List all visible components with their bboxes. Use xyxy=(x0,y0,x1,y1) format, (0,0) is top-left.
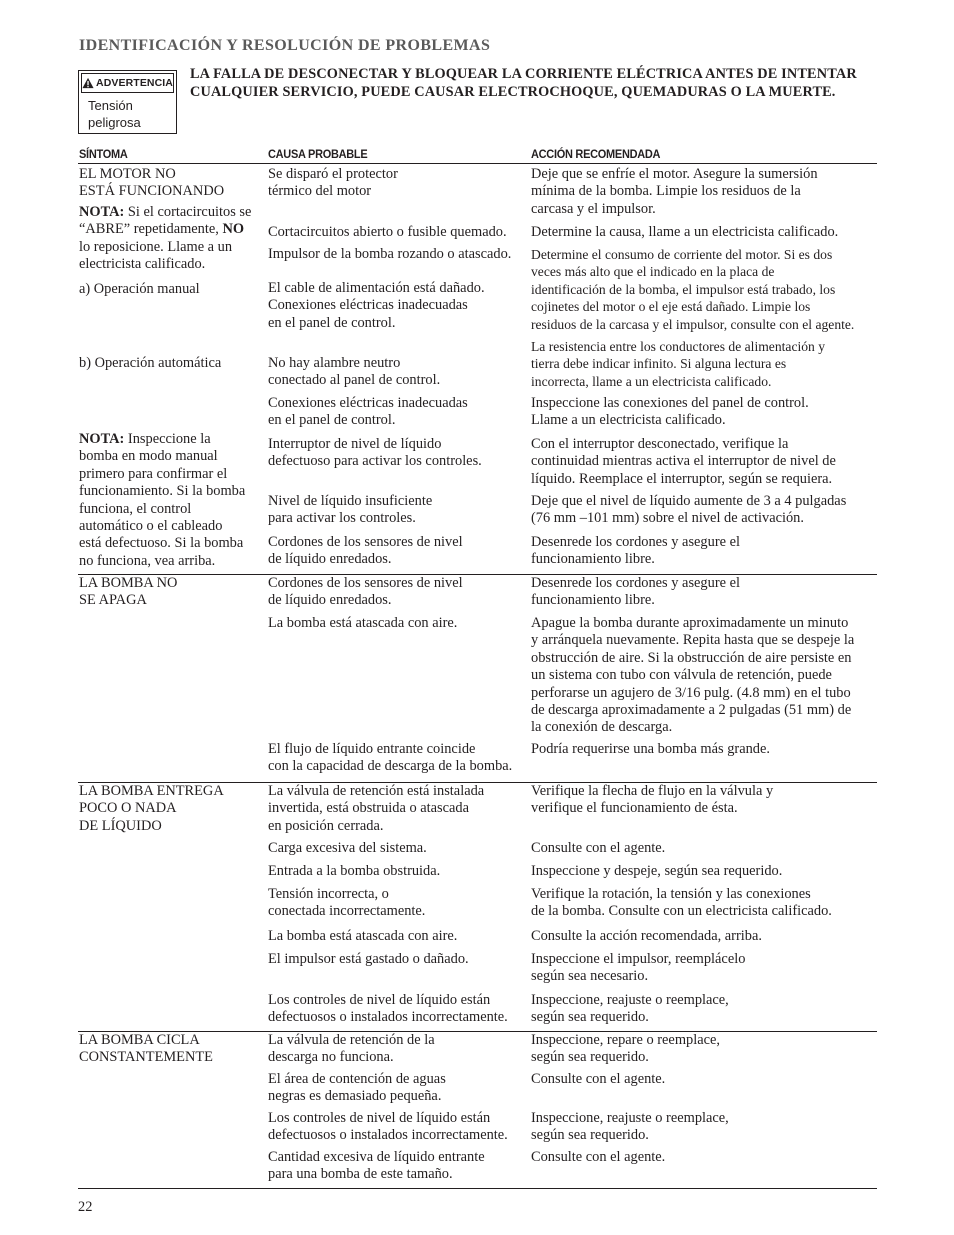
action-cell: Verifique la flecha de flujo en la válvula y verifique el funcionamiento de ésta. xyxy=(531,783,774,817)
cause-cell: La bomba está atascada con aire. xyxy=(268,615,458,631)
warning-triangle-icon xyxy=(82,77,94,89)
page-title: IDENTIFICACIÓN Y RESOLUCIÓN DE PROBLEMAS xyxy=(79,37,491,54)
warning-box xyxy=(78,70,177,134)
cause-cell: Se disparó el protector térmico del motor xyxy=(268,166,398,200)
action-cell: Deje que se enfríe el motor. Asegure la sumersión mínima de la bomba. Limpie los residuos de la carcasa y el impulsor. xyxy=(531,166,818,217)
cause-cell: Conexiones eléctricas inadecuadas en el panel de control. xyxy=(268,395,468,429)
action-cell: Verifique la rotación, la tensión y las conexiones de la bomba. Consulte con un electricista calificado. xyxy=(531,886,832,920)
symptom-motor-not-running: EL MOTOR NO ESTÁ FUNCIONANDO xyxy=(79,166,225,200)
action-cell: Determine el consumo de corriente del motor. Si es dos veces más alto que el indicado en la placa de identificación de la bomba, el impulsor está trabado, los cojinetes del motor o el eje está dañado. Limpie los residuos de la carcasa y el impulsor, consulte con el agente. xyxy=(531,247,855,332)
note-text: Inspeccione la xyxy=(124,431,211,447)
note-emphasis: NO xyxy=(222,221,245,238)
cause-cell: La válvula de retención de la descarga no funciona. xyxy=(268,1032,435,1066)
cause-cell: Carga excesiva del sistema. xyxy=(268,840,427,856)
cause-cell: Impulsor de la bomba rozando o atascado. xyxy=(268,246,512,262)
action-cell: Inspeccione el impulsor, reemplácelo según sea necesario. xyxy=(531,951,746,985)
action-cell: Podría requerirse una bomba más grande. xyxy=(531,741,770,757)
cause-cell: El área de contención de aguas negras es demasiado pequeña. xyxy=(268,1071,446,1105)
note-text: “ABRE” repetidamente, xyxy=(79,221,223,238)
symptom-note xyxy=(79,204,251,274)
symptom-manual-operation: a) Operación manual xyxy=(79,281,200,297)
symptom-constant-cycling: LA BOMBA CICLA CONSTANTEMENTE xyxy=(79,1032,213,1066)
action-cell: Inspeccione, reajuste o reemplace, según sea requerido. xyxy=(531,1110,729,1144)
cause-cell: Cantidad excesiva de líquido entrante para una bomba de este tamaño. xyxy=(268,1149,485,1183)
action-cell: Consulte la acción recomendada, arriba. xyxy=(531,928,762,944)
page-number: 22 xyxy=(78,1199,93,1215)
action-cell: Deje que el nivel de líquido aumente de 3 a 4 pulgadas (76 mm –101 mm) sobre el nivel de activación. xyxy=(531,493,847,527)
column-header-action: ACCIÓN RECOMENDADA xyxy=(531,147,661,161)
cause-cell: Tensión incorrecta, o conectada incorrectamente. xyxy=(268,886,426,920)
column-header-symptom: SÍNTOMA xyxy=(79,147,128,161)
cause-cell: El flujo de líquido entrante coincide con la capacidad de descarga de la bomba. xyxy=(268,741,513,775)
action-cell: Consulte con el agente. xyxy=(531,1149,666,1165)
warning-hazard-text: Tensión peligrosa xyxy=(88,98,141,130)
column-header-cause: CAUSA PROBABLE xyxy=(268,147,368,161)
action-cell: Consulte con el agente. xyxy=(531,1071,666,1087)
cause-cell: El cable de alimentación está dañado. Conexiones eléctricas inadecuadas en el panel de control. xyxy=(268,280,485,331)
symptom-note xyxy=(79,431,245,570)
note-text: bomba en modo manual primero para confirmar el funcionamiento. Si la bomba funciona, el control automático o el cableado está defectuoso. Si la bomba no funciona, vea arriba. xyxy=(79,448,246,569)
action-cell: Inspeccione las conexiones del panel de control. Llame a un electricista calificado. xyxy=(531,395,809,429)
cause-cell: Nivel de líquido insuficiente para activar los controles. xyxy=(268,493,433,527)
note-text: Si el cortacircuitos se xyxy=(124,204,252,220)
cause-cell: Interruptor de nivel de líquido defectuoso para activar los controles. xyxy=(268,436,482,470)
note-text: lo reposicione. Llame a un electricista calificado. xyxy=(79,238,233,273)
action-cell: Inspeccione, reajuste o reemplace, según sea requerido. xyxy=(531,992,729,1026)
action-cell: Determine la causa, llame a un electricista calificado. xyxy=(531,224,839,240)
note-label: NOTA: xyxy=(79,431,125,447)
footer-rule xyxy=(78,1188,877,1189)
cause-cell: Entrada a la bomba obstruida. xyxy=(268,863,441,879)
warning-label-bar xyxy=(81,73,174,93)
warning-message: LA FALLA DE DESCONECTAR Y BLOQUEAR LA CORRIENTE ELÉCTRICA ANTES DE INTENTAR CUALQUIER SERVICIO, PUEDE CAUSAR ELECTROCHOQUE, QUEMADURAS O LA MUERTE. xyxy=(190,66,857,100)
symptom-low-delivery: LA BOMBA ENTREGA POCO O NADA DE LÍQUIDO xyxy=(79,783,224,834)
action-cell: Desenrede los cordones y asegure el funcionamiento libre. xyxy=(531,534,740,568)
cause-cell: Los controles de nivel de líquido están defectuosos o instalados incorrectamente. xyxy=(268,1110,508,1144)
warning-label: ADVERTENCIA xyxy=(96,77,173,89)
action-cell: Desenrede los cordones y asegure el funcionamiento libre. xyxy=(531,575,740,609)
header-rule xyxy=(78,163,877,164)
cause-cell: Cortacircuitos abierto o fusible quemado. xyxy=(268,224,507,240)
action-cell: Con el interruptor desconectado, verifique la continuidad mientras activa el interruptor de nivel de líquido. Reemplace el interruptor, según se requiera. xyxy=(531,436,836,487)
cause-cell: El impulsor está gastado o dañado. xyxy=(268,951,469,967)
cause-cell: La bomba está atascada con aire. xyxy=(268,928,458,944)
symptom-automatic-operation: b) Operación automática xyxy=(79,355,222,371)
cause-cell: Los controles de nivel de líquido están defectuosos o instalados incorrectamente. xyxy=(268,992,508,1026)
action-cell: La resistencia entre los conductores de alimentación y tierra debe indicar infinito. Si alguna lectura es incorrecta, llame a un electricista calificado. xyxy=(531,339,826,389)
cause-cell: Cordones de los sensores de nivel de líquido enredados. xyxy=(268,534,463,568)
action-cell: Consulte con el agente. xyxy=(531,840,666,856)
action-cell: Apague la bomba durante aproximadamente un minuto y arránquela nuevamente. Repita hasta que se despeje la obstrucción de aire. Si la obstrucción de aire persiste en un sistema con tubo con válvula de retención, puede perforarse un agujero de 3/16 pulg. (4.8 mm) en el tubo de descarga aproximadamente a 2 pulgadas (51 mm) de la conexión de descarga. xyxy=(531,615,855,736)
row-divider xyxy=(78,574,877,575)
cause-cell: La válvula de retención está instalada invertida, está obstruida o atascada en posición cerrada. xyxy=(268,783,485,834)
action-cell: Inspeccione, repare o reemplace, según sea requerido. xyxy=(531,1032,720,1066)
cause-cell: Cordones de los sensores de nivel de líquido enredados. xyxy=(268,575,463,609)
cause-cell: No hay alambre neutro conectado al panel de control. xyxy=(268,355,441,389)
note-label: NOTA: xyxy=(79,204,125,220)
symptom-pump-wont-stop: LA BOMBA NO SE APAGA xyxy=(79,575,178,609)
action-cell: Inspeccione y despeje, según sea requerido. xyxy=(531,863,783,879)
